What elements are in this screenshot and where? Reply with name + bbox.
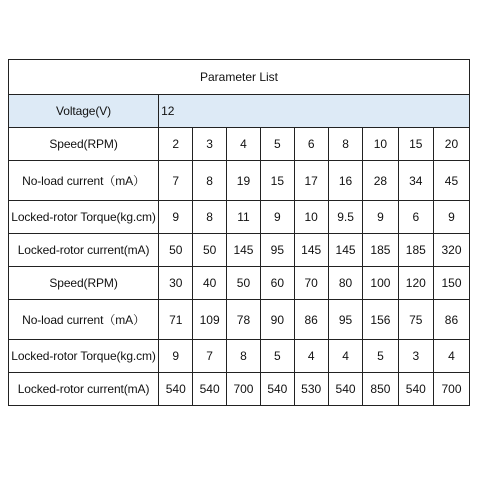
table-cell: 120 bbox=[398, 267, 433, 300]
table-cell: 156 bbox=[363, 300, 398, 340]
table-cell: 6 bbox=[294, 128, 328, 161]
voltage-row bbox=[9, 95, 469, 128]
table-cell: 4 bbox=[294, 340, 328, 373]
parameter-table-container bbox=[8, 59, 470, 406]
table-cell: 16 bbox=[328, 161, 362, 201]
speed-row bbox=[9, 128, 469, 161]
parameter-table bbox=[9, 60, 469, 405]
table-cell: 3 bbox=[398, 340, 433, 373]
voltage-value: 12 bbox=[159, 95, 469, 128]
row-label: No-load current（mA） bbox=[9, 300, 159, 340]
table-cell: 850 bbox=[363, 373, 398, 405]
table-cell: 71 bbox=[159, 300, 193, 340]
table-cell: 45 bbox=[433, 161, 469, 201]
table-title: Parameter List bbox=[9, 60, 469, 95]
locked-rotor-torque-row bbox=[9, 200, 469, 233]
row-label: Locked-rotor Torque(kg.cm) bbox=[9, 200, 159, 233]
table-cell: 9.5 bbox=[328, 200, 362, 233]
table-cell: 700 bbox=[226, 373, 260, 405]
row-label: No-load current（mA） bbox=[9, 161, 159, 201]
voltage-label: Voltage(V) bbox=[9, 95, 159, 128]
table-cell: 185 bbox=[398, 234, 433, 267]
table-cell: 185 bbox=[363, 234, 398, 267]
table-cell: 9 bbox=[159, 340, 193, 373]
table-cell: 30 bbox=[159, 267, 193, 300]
table-cell: 11 bbox=[226, 200, 260, 233]
table-cell: 86 bbox=[433, 300, 469, 340]
table-cell: 530 bbox=[294, 373, 328, 405]
table-cell: 10 bbox=[363, 128, 398, 161]
table-cell: 15 bbox=[398, 128, 433, 161]
speed-row bbox=[9, 267, 469, 300]
table-cell: 540 bbox=[398, 373, 433, 405]
row-label: Speed(RPM) bbox=[9, 128, 159, 161]
table-cell: 90 bbox=[261, 300, 294, 340]
table-cell: 4 bbox=[433, 340, 469, 373]
table-cell: 19 bbox=[226, 161, 260, 201]
table-cell: 20 bbox=[433, 128, 469, 161]
table-cell: 9 bbox=[159, 200, 193, 233]
table-cell: 2 bbox=[159, 128, 193, 161]
table-cell: 6 bbox=[398, 200, 433, 233]
table-cell: 50 bbox=[159, 234, 193, 267]
table-cell: 540 bbox=[261, 373, 294, 405]
row-label: Locked-rotor current(mA) bbox=[9, 234, 159, 267]
table-cell: 145 bbox=[226, 234, 260, 267]
table-cell: 15 bbox=[261, 161, 294, 201]
table-cell: 34 bbox=[398, 161, 433, 201]
table-cell: 80 bbox=[328, 267, 362, 300]
table-cell: 145 bbox=[328, 234, 362, 267]
row-label: Locked-rotor Torque(kg.cm) bbox=[9, 340, 159, 373]
table-cell: 75 bbox=[398, 300, 433, 340]
table-cell: 4 bbox=[226, 128, 260, 161]
table-cell: 8 bbox=[193, 161, 226, 201]
row-label: Locked-rotor current(mA) bbox=[9, 373, 159, 405]
table-cell: 320 bbox=[433, 234, 469, 267]
table-cell: 4 bbox=[328, 340, 362, 373]
locked-rotor-torque-row bbox=[9, 340, 469, 373]
no-load-current-row bbox=[9, 300, 469, 340]
table-cell: 540 bbox=[328, 373, 362, 405]
table-cell: 5 bbox=[261, 340, 294, 373]
locked-rotor-current-row bbox=[9, 234, 469, 267]
table-cell: 10 bbox=[294, 200, 328, 233]
table-cell: 150 bbox=[433, 267, 469, 300]
table-cell: 28 bbox=[363, 161, 398, 201]
table-cell: 540 bbox=[193, 373, 226, 405]
table-cell: 100 bbox=[363, 267, 398, 300]
table-cell: 50 bbox=[193, 234, 226, 267]
table-cell: 95 bbox=[328, 300, 362, 340]
table-title-row bbox=[9, 60, 469, 95]
table-cell: 9 bbox=[261, 200, 294, 233]
table-cell: 145 bbox=[294, 234, 328, 267]
table-cell: 8 bbox=[328, 128, 362, 161]
table-cell: 40 bbox=[193, 267, 226, 300]
table-cell: 9 bbox=[363, 200, 398, 233]
row-label: Speed(RPM) bbox=[9, 267, 159, 300]
table-cell: 7 bbox=[193, 340, 226, 373]
table-cell: 50 bbox=[226, 267, 260, 300]
table-cell: 700 bbox=[433, 373, 469, 405]
table-cell: 86 bbox=[294, 300, 328, 340]
no-load-current-row bbox=[9, 161, 469, 201]
table-cell: 540 bbox=[159, 373, 193, 405]
locked-rotor-current-row bbox=[9, 373, 469, 405]
table-cell: 17 bbox=[294, 161, 328, 201]
table-cell: 5 bbox=[363, 340, 398, 373]
table-cell: 3 bbox=[193, 128, 226, 161]
table-cell: 9 bbox=[433, 200, 469, 233]
table-cell: 70 bbox=[294, 267, 328, 300]
table-cell: 8 bbox=[193, 200, 226, 233]
table-cell: 5 bbox=[261, 128, 294, 161]
table-cell: 109 bbox=[193, 300, 226, 340]
table-cell: 95 bbox=[261, 234, 294, 267]
table-cell: 8 bbox=[226, 340, 260, 373]
table-cell: 60 bbox=[261, 267, 294, 300]
table-cell: 78 bbox=[226, 300, 260, 340]
table-cell: 7 bbox=[159, 161, 193, 201]
